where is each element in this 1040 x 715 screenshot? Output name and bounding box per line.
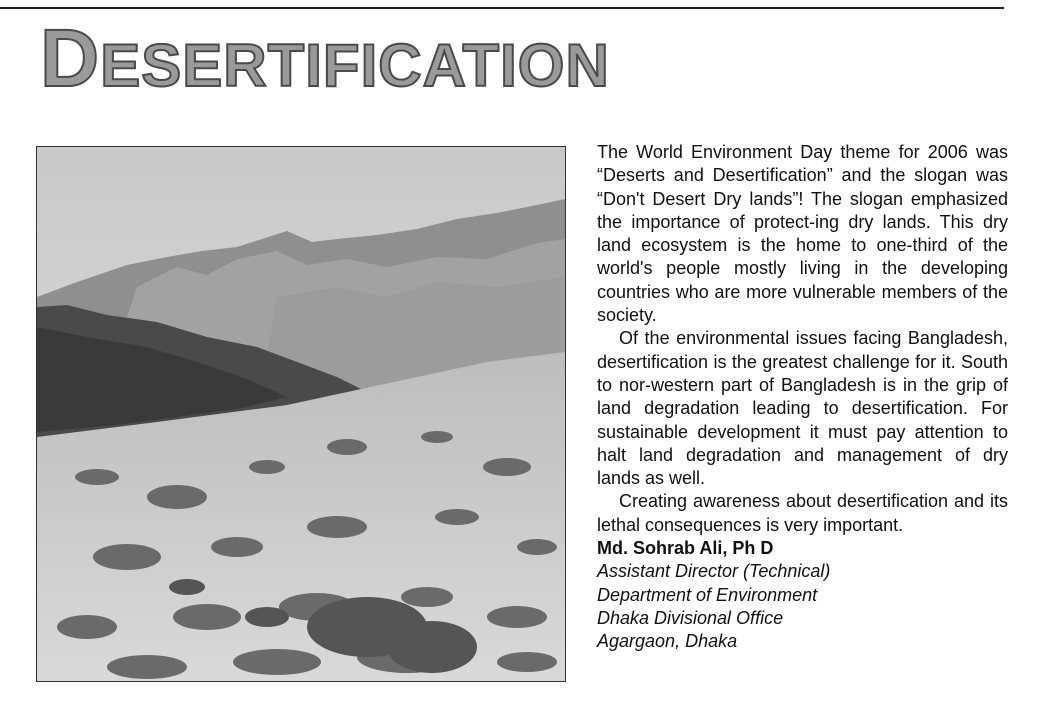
author-title: Assistant Director (Technical) [597,561,831,582]
desert-landscape-photo [36,146,566,682]
article-body [597,141,1008,654]
article-paragraph-3: Creating awareness about desertification and its lethal consequences is very important. [597,491,1008,535]
page-title [40,13,610,104]
top-rule [0,7,1004,9]
author-name: Md. Sohrab Ali, Ph D [597,538,774,559]
title-initial: D [40,13,101,104]
article-paragraph-2: Of the environmental issues facing Bangladesh, desertification is the greatest challenge for it. South to nor-western part of Bangladesh is in the grip of land degradation leading to desertification. For sustainable development it must pay attention to halt land degradation and management of dry lands as well. [597,328,1008,489]
author-location: Agargaon, Dhaka [597,631,738,652]
byline [597,537,1008,653]
author-office: Dhaka Divisional Office [597,607,784,628]
article-paragraph-1: The World Environment Day theme for 2006 was “Deserts and Desertification” and the slogan was “Don't Desert Dry lands”! The slogan emphasized the importance of protect-ing dry lands. This dry land ecosystem is the home to one-third of the world's people mostly living in the developing countries who are more vulnerable members of the society. [597,142,1008,326]
author-department: Department of Environment [597,584,818,605]
title-rest: ESERTIFICATION [100,32,610,99]
